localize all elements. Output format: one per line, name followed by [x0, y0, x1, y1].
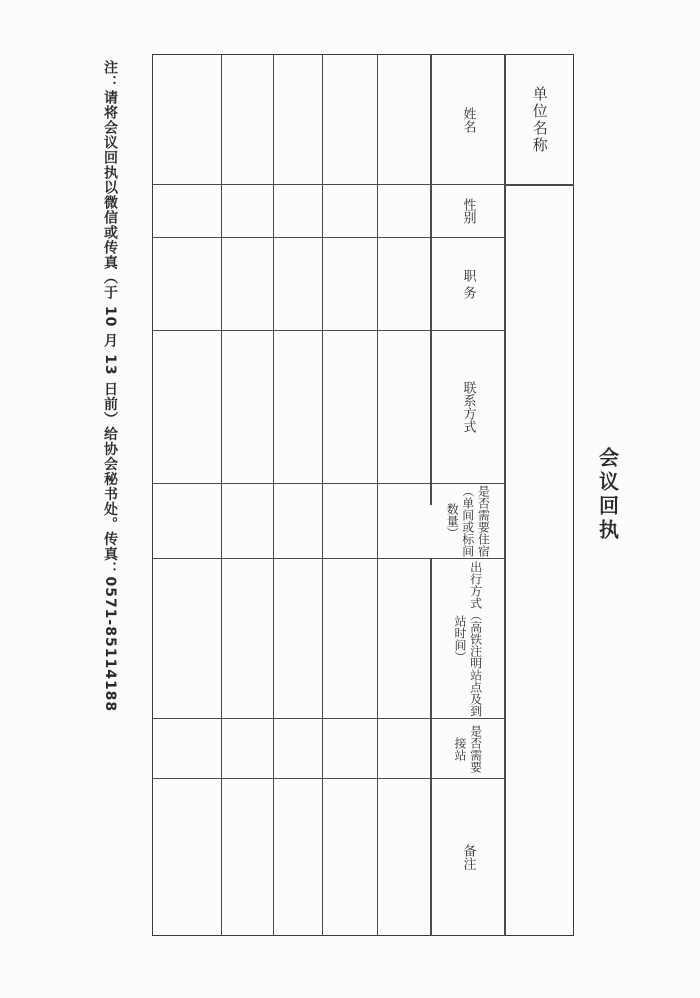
unit-row-divider	[504, 54, 506, 936]
col-header-gender: 性别	[460, 198, 476, 224]
data-row-3[interactable]	[275, 56, 321, 934]
col-header-pickup: 是否需要接站	[453, 724, 483, 773]
row-divider-4	[221, 54, 222, 936]
data-row-2[interactable]	[324, 56, 376, 934]
col-header-position: 职 务	[460, 268, 476, 300]
data-row-1[interactable]	[379, 56, 429, 934]
unit-label-divider	[505, 184, 574, 186]
footnote: 注：请将会议回执以微信或传真（于 10 月 13 日前）给协会秘书处。传真：0571-85114188	[102, 60, 118, 713]
row-divider-1	[377, 54, 378, 936]
unit-name-label: 单位名称	[530, 86, 549, 154]
col-header-accommodation: 是否需要住宿（单间或标间数量）	[445, 485, 491, 557]
col-header-remarks: 备注	[460, 844, 476, 870]
col-header-travel: 出行方式（高铁注明站点及到站时间）	[453, 560, 483, 717]
data-row-4[interactable]	[223, 56, 272, 934]
data-row-5[interactable]	[154, 56, 220, 934]
col-header-contact: 联系方式	[460, 381, 476, 433]
row-divider-3	[273, 54, 274, 936]
col-header-name: 姓名	[460, 107, 476, 133]
row-divider-2	[322, 54, 323, 936]
form-title: 会议回执	[595, 447, 620, 543]
